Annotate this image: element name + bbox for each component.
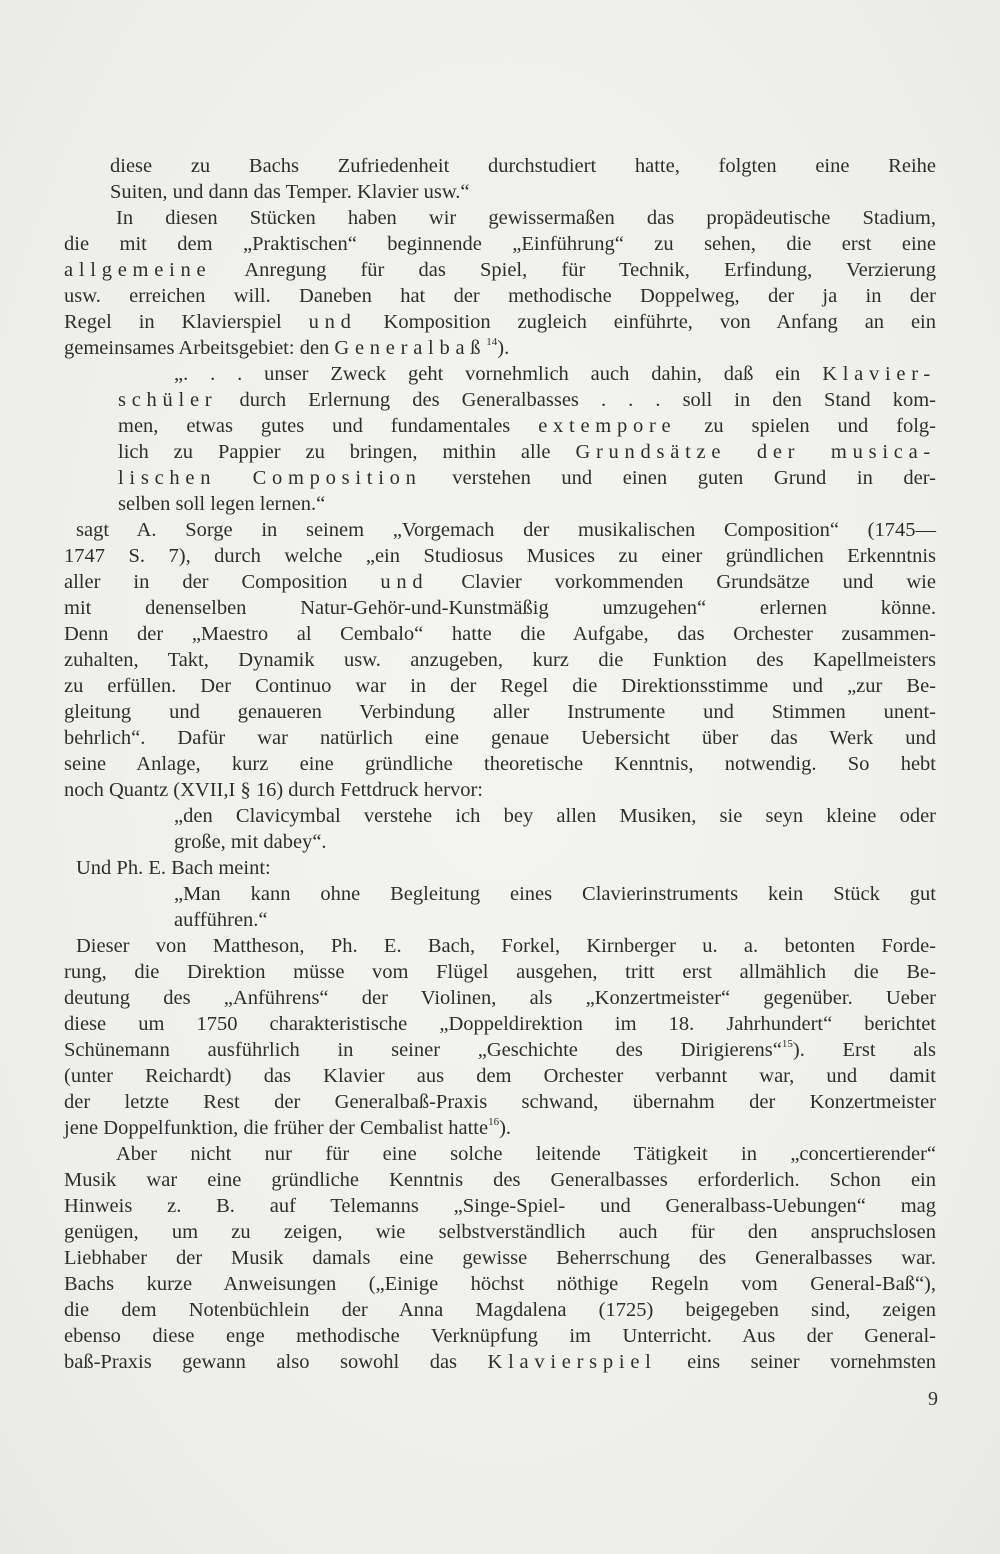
text-segment: die mit dem „Praktischen“ beginnende „Einführung“ zu sehen, die erst eine bbox=[64, 233, 936, 255]
text-line bbox=[64, 283, 936, 309]
text-segment: Hinweis z. B. auf Telemanns „Singe-Spiel- und Generalbass-Uebungen“ mag bbox=[64, 1195, 936, 1217]
text-line bbox=[64, 985, 936, 1011]
text-line bbox=[64, 959, 936, 985]
spaced-emphasis-text: und bbox=[308, 311, 357, 333]
text-line bbox=[76, 933, 936, 959]
text-segment: 1747 S. 7), durch welche „ein Studiosus Musices zu einer gründlichen Erkenntnis bbox=[64, 545, 936, 567]
text-segment: diese zu Bachs Zufriedenheit durchstudiert hatte, folgten eine Reihe bbox=[110, 155, 936, 177]
text-line bbox=[64, 751, 936, 777]
text-segment: Suiten, und dann das Temper. Klavier usw.“ bbox=[110, 181, 470, 203]
text-line bbox=[174, 907, 936, 933]
text-line bbox=[64, 595, 936, 621]
text-segment: Schünemann ausführlich in seiner „Geschichte des Dirigierens“ bbox=[64, 1039, 782, 1061]
text-line bbox=[110, 153, 936, 179]
text-line bbox=[118, 465, 936, 491]
text-segment: zuhalten, Takt, Dynamik usw. anzugeben, kurz die Funktion des Kapellmeisters bbox=[64, 649, 936, 671]
text-segment: die dem Notenbüchlein der Anna Magdalena (1725) beigegeben sind, zeigen bbox=[64, 1299, 936, 1321]
text-line bbox=[76, 855, 936, 881]
page-number: 9 bbox=[928, 1388, 938, 1410]
text-line bbox=[64, 673, 936, 699]
text-segment: „den Clavicymbal verstehe ich bey allen Musiken, sie seyn kleine oder bbox=[174, 805, 936, 827]
text-segment: der letzte Rest der Generalbaß-Praxis schwand, übernahm der Konzertmeister bbox=[64, 1091, 936, 1113]
text-segment: große, mit dabey“. bbox=[174, 831, 327, 853]
text-line bbox=[64, 1037, 936, 1063]
text-segment: deutung des „Anführens“ der Violinen, als „Konzertmeister“ gegenüber. Ueber bbox=[64, 987, 936, 1009]
text-line bbox=[64, 699, 936, 725]
text-line bbox=[64, 1089, 936, 1115]
text-segment: Bachs kurze Anweisungen („Einige höchst nöthige Regeln vom General-Baß“), bbox=[64, 1273, 936, 1295]
text-segment: (unter Reichardt) das Klavier aus dem Orchester verbannt war, und damit bbox=[64, 1065, 936, 1087]
text-segment: zu spielen und folg- bbox=[676, 415, 937, 437]
text-segment: Regel in Klavierspiel bbox=[64, 311, 309, 333]
text-line bbox=[64, 647, 936, 673]
spaced-emphasis-text: allgemeine bbox=[64, 259, 212, 281]
text-line bbox=[64, 1063, 936, 1089]
text-segment: ). bbox=[499, 1117, 512, 1139]
text-segment: ebenso diese enge methodische Verknüpfung im Unterricht. Aus der General- bbox=[64, 1325, 936, 1347]
text-line bbox=[64, 231, 936, 257]
text-segment: „. . . unser Zweck geht vornehmlich auch dahin, daß ein bbox=[174, 363, 823, 385]
text-segment: gemeinsames Arbeitsgebiet: den bbox=[64, 337, 335, 359]
text-segment: sagt A. Sorge in seinem „Vorgemach der musikalischen Composition“ (1745— bbox=[76, 519, 936, 541]
text-line bbox=[64, 1193, 936, 1219]
spaced-emphasis-text: und bbox=[380, 571, 429, 593]
text-segment: baß-Praxis gewann also sowohl das bbox=[64, 1351, 488, 1373]
text-segment: verstehen und einen guten Grund in der- bbox=[421, 467, 937, 489]
text-segment: aller in der Composition bbox=[64, 571, 381, 593]
text-line bbox=[64, 309, 936, 335]
text-line bbox=[116, 205, 936, 231]
text-line bbox=[116, 1141, 936, 1167]
text-line bbox=[174, 361, 936, 387]
text-segment: men, etwas gutes und fundamentales bbox=[118, 415, 539, 437]
text-segment: mit denenselben Natur-Gehör-und-Kunstmäßig umzugehen“ erlernen könne. bbox=[64, 597, 936, 619]
text-segment: behrlich“. Dafür war natürlich eine genaue Uebersicht über das Werk und bbox=[64, 727, 936, 749]
text-segment: aufführen.“ bbox=[174, 909, 268, 931]
text-segment: Anregung für das Spiel, für Technik, Erfindung, Verzierung bbox=[211, 259, 936, 281]
text-line bbox=[64, 1349, 936, 1375]
text-segment: „Man kann ohne Begleitung eines Clavierinstruments kein Stück gut bbox=[174, 883, 936, 905]
text-segment: Liebhaber der Musik damals eine gewisse Beherrschung des Generalbasses war. bbox=[64, 1247, 936, 1269]
text-segment: Aber nicht nur für eine solche leitende Tätigkeit in „concertierender“ bbox=[116, 1143, 936, 1165]
spaced-emphasis-text: extempore bbox=[538, 415, 677, 437]
text-segment: In diesen Stücken haben wir gewissermaßen das propädeutische Stadium, bbox=[116, 207, 936, 229]
text-line bbox=[174, 829, 936, 855]
text-segment: Musik war eine gründliche Kenntnis des Generalbasses erforderlich. Schon ein bbox=[64, 1169, 936, 1191]
text-line bbox=[64, 1245, 936, 1271]
text-segment: zu erfüllen. Der Continuo war in der Regel die Direktionsstimme und „zur Be- bbox=[64, 675, 936, 697]
text-line bbox=[64, 543, 936, 569]
text-segment: gleitung und genaueren Verbindung aller Instrumente und Stimmen unent- bbox=[64, 701, 936, 723]
text-line bbox=[118, 387, 936, 413]
text-line bbox=[64, 1271, 936, 1297]
text-line bbox=[64, 1219, 936, 1245]
footnote-marker: 15 bbox=[781, 1038, 793, 1050]
text-segment: Und Ph. E. Bach meint: bbox=[76, 857, 271, 879]
text-segment: durch Erlernung des Generalbasses . . . soll in den Stand kom- bbox=[217, 389, 936, 411]
text-line bbox=[64, 1297, 936, 1323]
text-line bbox=[118, 413, 936, 439]
text-line bbox=[76, 517, 936, 543]
text-line bbox=[118, 491, 936, 517]
text-line bbox=[64, 777, 936, 803]
text-segment: rung, die Direktion müsse vom Flügel ausgehen, tritt erst allmählich die Be- bbox=[64, 961, 936, 983]
text-segment: Denn der „Maestro al Cembalo“ hatte die Aufgabe, das Orchester zusammen- bbox=[64, 623, 936, 645]
text-line bbox=[64, 335, 936, 361]
text-segment: jene Doppelfunktion, die früher der Cembalist hatte bbox=[64, 1117, 489, 1139]
text-segment: seine Anlage, kurz eine gründliche theoretische Kenntnis, notwendig. So hebt bbox=[64, 753, 936, 775]
text-segment: usw. erreichen will. Daneben hat der methodische Doppelweg, der ja in der bbox=[64, 285, 936, 307]
text-segment: Komposition zugleich einführte, von Anfang an ein bbox=[356, 311, 936, 333]
footnote-marker: 14 bbox=[486, 336, 498, 348]
text-segment: genügen, um zu zeigen, wie selbstverständlich auch für den anspruchslosen bbox=[64, 1221, 936, 1243]
text-segment: ). Erst als bbox=[792, 1039, 936, 1061]
text-line bbox=[174, 881, 936, 907]
text-line bbox=[118, 439, 936, 465]
text-line bbox=[64, 569, 936, 595]
text-line bbox=[64, 1323, 936, 1349]
spaced-emphasis-text: lischen Composition bbox=[118, 467, 422, 489]
text-segment: diese um 1750 charakteristische „Doppeldirektion im 18. Jahrhundert“ berichtet bbox=[64, 1013, 936, 1035]
text-line bbox=[174, 803, 936, 829]
text-segment: noch Quantz (XVII,I § 16) durch Fettdruck hervor: bbox=[64, 779, 483, 801]
spaced-emphasis-text: Klavierspiel bbox=[487, 1351, 657, 1373]
text-line bbox=[64, 1115, 936, 1141]
text-line bbox=[64, 1167, 936, 1193]
spaced-emphasis-text: Generalbaß bbox=[334, 337, 487, 359]
spaced-emphasis-text: Klavier- bbox=[822, 363, 936, 385]
text-line bbox=[110, 179, 936, 205]
text-line bbox=[64, 621, 936, 647]
text-segment: lich zu Pappier zu bringen, mithin alle bbox=[118, 441, 576, 463]
text-segment: Clavier vorkommenden Grundsätze und wie bbox=[428, 571, 936, 593]
spaced-emphasis-text: schüler bbox=[118, 389, 218, 411]
text-line bbox=[64, 725, 936, 751]
footnote-marker: 16 bbox=[488, 1116, 500, 1128]
text-line bbox=[64, 257, 936, 283]
text-line bbox=[64, 1011, 936, 1037]
text-segment: eins seiner vornehmsten bbox=[656, 1351, 936, 1373]
text-segment: ). bbox=[497, 337, 510, 359]
spaced-emphasis-text: Grundsätze der musica- bbox=[575, 441, 936, 463]
text-segment: selben soll legen lernen.“ bbox=[118, 493, 326, 515]
text-segment: Dieser von Mattheson, Ph. E. Bach, Forkel, Kirnberger u. a. betonten Forde- bbox=[76, 935, 936, 957]
